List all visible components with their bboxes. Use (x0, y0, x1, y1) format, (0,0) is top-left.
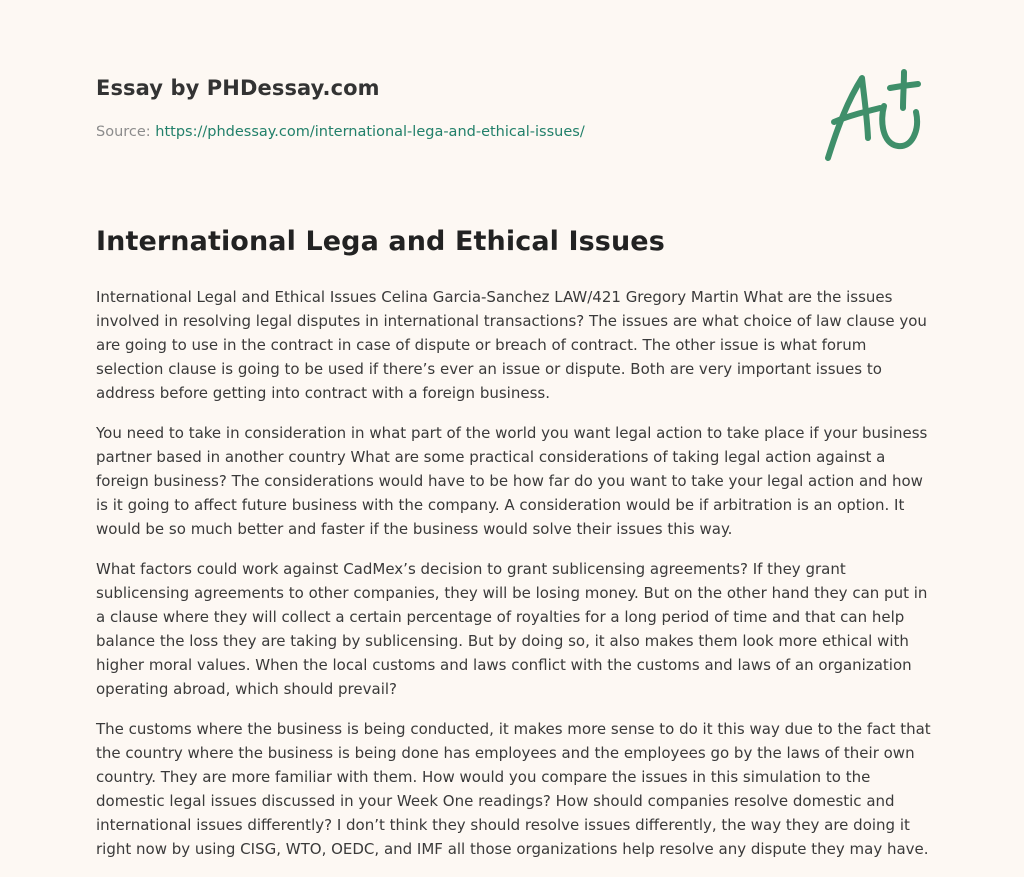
source-label: Source: (96, 124, 151, 140)
essay-paragraph: What factors could work against CadMex’s decision to grant sublicensing agreements? If they grant sublicensing agreements to other companies, they will be losing money. But on the other hand they can put in a clause where they will collect a certain percentage of royalties for a long period of time and that can help balance the loss they are taking by sublicensing. But by doing so, it also makes them look more ethical with higher moral values. When the local customs and laws conflict with the customs and laws of an organization operating abroad, which should prevail? (96, 560, 928, 698)
source-line (96, 124, 585, 140)
essay-paragraph: International Legal and Ethical Issues Celina Garcia-Sanchez LAW/421 Gregory Martin What are the issues involved in resolving legal disputes in international transactions? The issues are what choice of law clause you are going to use in the contract in case of dispute or breach of contract. The other issue is what forum selection clause is going to be used if there’s ever an issue or dispute. Both are very important issues to address before getting into contract with a foreign business. (96, 288, 927, 402)
a-plus-logo (818, 66, 930, 166)
essay-body (96, 285, 936, 877)
essay-paragraph: The customs where the business is being conducted, it makes more sense to do it this way due to the fact that the country where the business is being done has employees and the employees go by the laws of their own country. They are more familiar with them. How would you compare the issues in this simulation to the domestic legal issues discussed in your Week One readings? How should companies resolve domestic and international issues differently? I don’t think they should resolve issues differently, the way they are doing it right now by using CISG, WTO, OEDC, and IMF all those organizations help resolve any dispute they may have. (96, 720, 931, 858)
essay-paragraph: You need to take in consideration in what part of the world you want legal action to take place if your business partner based in another country What are some practical considerations of taking legal action against a foreign business? The considerations would have to be how far do you want to take your legal action and how is it going to affect future business with the company. A consideration would be if arbitration is an option. It would be so much better and faster if the business would solve their issues this way. (96, 424, 928, 538)
site-brand: Essay by PHDessay.com (96, 76, 380, 100)
essay-title: International Lega and Ethical Issues (96, 226, 665, 257)
source-link[interactable]: https://phdessay.com/international-lega-and-ethical-issues/ (155, 124, 585, 140)
